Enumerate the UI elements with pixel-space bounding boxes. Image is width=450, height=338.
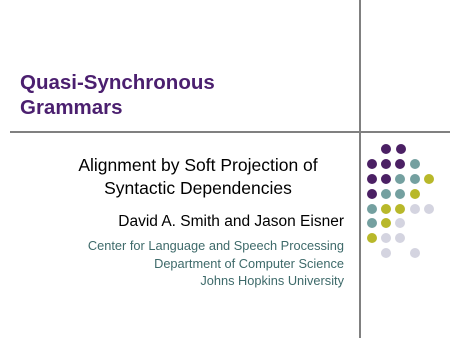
decorative-dot	[381, 204, 391, 214]
decorative-dot	[381, 144, 391, 154]
decorative-dot	[367, 174, 377, 184]
decorative-dot	[367, 189, 377, 199]
decorative-dot	[381, 218, 391, 228]
decorative-dot	[410, 248, 420, 258]
decorative-dot	[396, 144, 406, 154]
title-line-1: Quasi-Synchronous	[20, 71, 215, 94]
decorative-dot	[410, 174, 420, 184]
affiliation-center: Center for Language and Speech Processing	[87, 238, 344, 253]
decorative-dot	[395, 218, 405, 228]
decorative-dot	[395, 204, 405, 214]
affiliation-department: Department of Computer Science	[154, 256, 344, 271]
decorative-dot	[395, 233, 405, 243]
authors: David A. Smith and Jason Eisner	[118, 213, 344, 230]
affiliation-university: Johns Hopkins University	[200, 273, 344, 288]
title-line-2: Grammars	[20, 96, 123, 119]
decorative-dot	[395, 174, 405, 184]
decorative-dot	[381, 159, 391, 169]
decorative-dot	[381, 189, 391, 199]
decorative-dot	[367, 204, 377, 214]
decorative-dot	[424, 174, 434, 184]
decorative-dot	[367, 159, 377, 169]
subtitle-line-1: Alignment by Soft Projection of	[78, 155, 318, 175]
decorative-dot	[410, 204, 420, 214]
subtitle-line-2: Syntactic Dependencies	[104, 178, 292, 198]
decorative-dot	[381, 174, 391, 184]
decorative-dot	[395, 189, 405, 199]
decorative-dot	[381, 248, 391, 258]
decorative-dot	[410, 189, 420, 199]
decorative-dot	[381, 233, 391, 243]
decorative-dot	[410, 159, 420, 169]
decorative-dot	[395, 159, 405, 169]
decorative-dot	[367, 233, 377, 243]
decorative-dot	[367, 218, 377, 228]
decorative-dot	[424, 204, 434, 214]
